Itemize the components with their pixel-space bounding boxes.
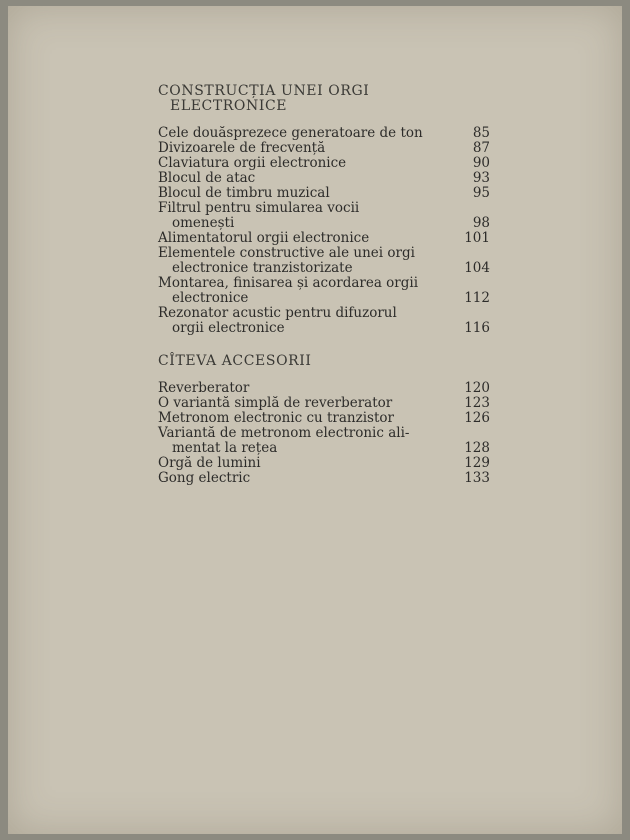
toc-section-orga: [158, 84, 490, 336]
entry-title: Blocul de atac: [158, 170, 256, 186]
entry-title-continuation: orgii electronice: [172, 320, 285, 336]
entry-page: 87: [472, 140, 490, 156]
toc-entry: [158, 156, 490, 171]
entry-title: Metronom electronic cu tranzistor: [158, 410, 394, 426]
table-of-contents: [158, 84, 490, 486]
entry-page: 129: [464, 455, 490, 471]
toc-entry: [158, 381, 490, 396]
toc-entry: [158, 306, 490, 336]
entry-title-continuation: electronice tranzistorizate: [172, 260, 353, 276]
entry-page: 133: [464, 470, 490, 486]
entry-page: 93: [472, 170, 490, 186]
entry-title-continuation: omenești: [172, 215, 235, 231]
section-title-line1: CÎTEVA ACCESORII: [158, 353, 312, 369]
toc-entry: [158, 246, 490, 276]
toc-entry: [158, 231, 490, 246]
entry-page: 104: [464, 260, 490, 276]
entry-title: Rezonator acustic pentru difuzorul: [158, 305, 397, 321]
toc-entry: [158, 396, 490, 411]
toc-entry: [158, 171, 490, 186]
entry-title: Filtrul pentru simularea vocii: [158, 200, 360, 216]
toc-section-accesorii: [158, 354, 490, 486]
entry-page: 120: [464, 380, 490, 396]
entry-page: 126: [464, 410, 490, 426]
entry-title-continuation: mentat la rețea: [172, 440, 278, 456]
entry-title: Gong electric: [158, 470, 251, 486]
entry-title: Reverberator: [158, 380, 250, 396]
entry-title: O variantă simplă de reverberator: [158, 395, 393, 411]
section-title-line2: ELECTRONICE: [170, 98, 288, 114]
toc-entry: [158, 201, 490, 231]
entry-page: 101: [464, 230, 490, 246]
entry-page: 90: [472, 155, 490, 171]
entry-page: 123: [464, 395, 490, 411]
toc-entry: [158, 126, 490, 141]
entry-title: Montarea, finisarea și acordarea orgii: [158, 275, 419, 291]
entry-page: 98: [472, 215, 490, 231]
toc-entry: [158, 186, 490, 201]
section-title: [158, 84, 490, 114]
toc-entry: [158, 141, 490, 156]
toc-entry: [158, 276, 490, 306]
toc-entry: [158, 411, 490, 426]
entry-title: Claviatura orgii electronice: [158, 155, 347, 171]
section-title-line1: CONSTRUCȚIA UNEI ORGI: [158, 83, 370, 99]
toc-entry: [158, 426, 490, 456]
section-title: [158, 354, 490, 369]
entry-title: Divizoarele de frecvență: [158, 140, 326, 156]
entry-title-continuation: electronice: [172, 290, 249, 306]
entry-title: Alimentatorul orgii electronice: [158, 230, 370, 246]
entry-title: Elementele constructive ale unei orgi: [158, 245, 415, 261]
toc-entry: [158, 471, 490, 486]
entry-page: 85: [472, 125, 490, 141]
entry-page: 95: [472, 185, 490, 201]
entry-title: Cele douăsprezece generatoare de ton: [158, 125, 423, 141]
entry-title: Orgă de lumini: [158, 455, 261, 471]
entry-title: Blocul de timbru muzical: [158, 185, 330, 201]
entry-title: Variantă de metronom electronic ali-: [158, 425, 410, 441]
entry-page: 112: [464, 290, 490, 306]
book-page: [8, 6, 622, 834]
entry-page: 128: [464, 440, 490, 456]
toc-entry: [158, 456, 490, 471]
entry-page: 116: [464, 320, 490, 336]
